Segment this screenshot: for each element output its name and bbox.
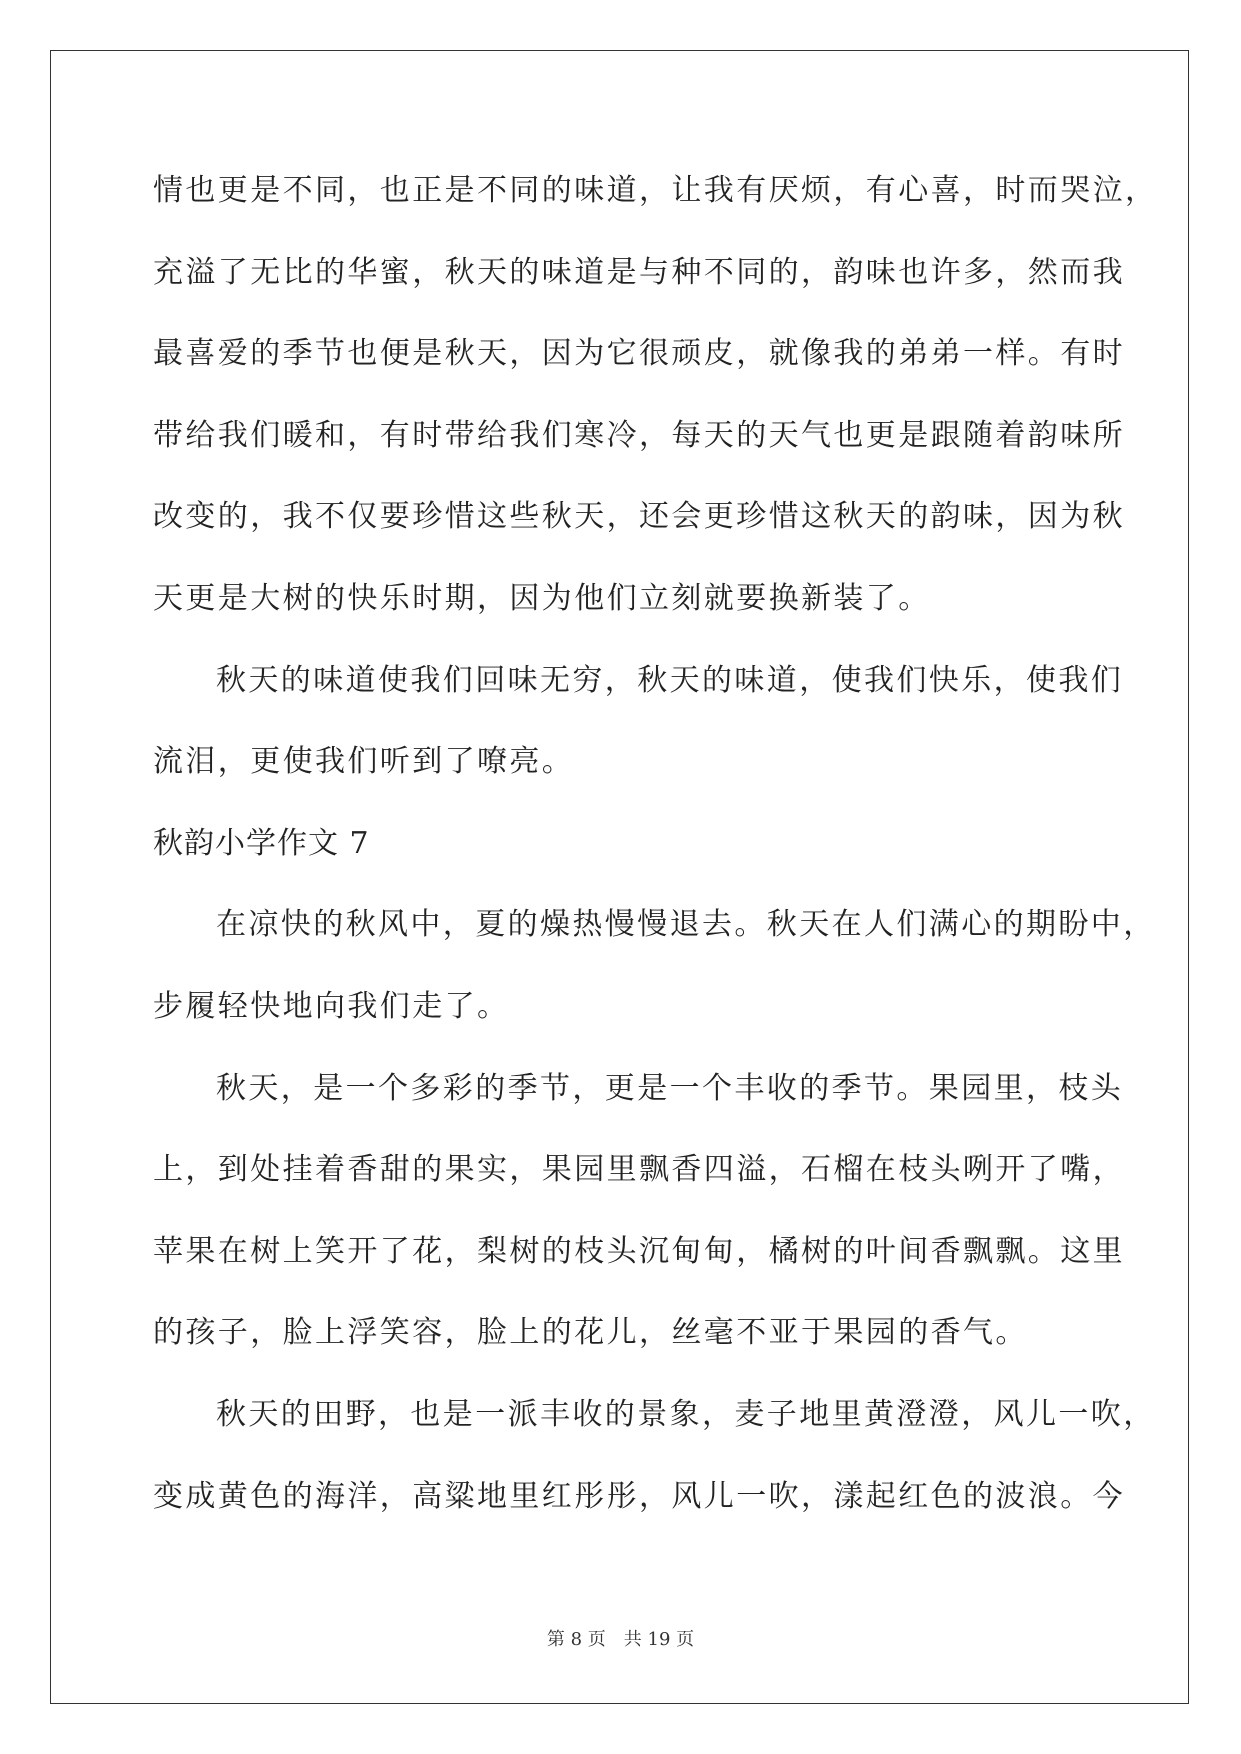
text-line: 流泪，更使我们听到了嘹亮。 xyxy=(153,744,575,780)
total-pages: 共 19 页 xyxy=(623,1629,695,1650)
text-line: 最喜爱的季节也便是秋天，因为它很顽皮，就像我的弟弟一样。有时 xyxy=(153,336,1125,372)
text-line: 天更是大树的快乐时期，因为他们立刻就要换新装了。 xyxy=(153,580,931,616)
page-number: 第 8 页 xyxy=(546,1629,606,1650)
document-body xyxy=(153,150,1158,1537)
paragraph-start-line: 秋天，是一个多彩的季节，更是一个丰收的季节。果园里，枝头 xyxy=(216,1070,1124,1106)
text-line: 情也更是不同，也正是不同的味道，让我有厌烦，有心喜，时而哭泣， xyxy=(153,173,1158,208)
text-line: 步履轻快地向我们走了。 xyxy=(153,988,510,1024)
paragraph-start-line: 秋天的田野，也是一派丰收的景象，麦子地里黄澄澄，风儿一吹， xyxy=(216,1396,1156,1432)
page-footer xyxy=(0,1625,1241,1651)
paragraph-start-line: 秋天的味道使我们回味无穷，秋天的味道，使我们快乐，使我们 xyxy=(216,662,1124,698)
text-line: 上，到处挂着香甜的果实，果园里飘香四溢，石榴在枝头咧开了嘴， xyxy=(153,1152,1125,1188)
text-line: 变成黄色的海洋，高粱地里红彤彤，风儿一吹，漾起红色的波浪。今 xyxy=(153,1478,1125,1514)
paragraph-start-line: 在凉快的秋风中，夏的燥热慢慢退去。秋天在人们满心的期盼中， xyxy=(216,907,1156,943)
text-line: 苹果在树上笑开了花，梨树的枝头沉甸甸，橘树的叶间香飘飘。这里 xyxy=(153,1233,1125,1269)
text-line: 改变的，我不仅要珍惜这些秋天，还会更珍惜这秋天的韵味，因为秋 xyxy=(153,499,1125,535)
text-line: 的孩子，脸上浮笑容，脸上的花儿，丝毫不亚于果园的香气。 xyxy=(153,1315,1028,1351)
section-heading: 秋韵小学作文 7 xyxy=(153,825,370,861)
text-line: 充溢了无比的华蜜，秋天的味道是与种不同的，韵味也许多，然而我 xyxy=(153,254,1125,290)
text-line: 带给我们暖和，有时带给我们寒冷，每天的天气也更是跟随着韵味所 xyxy=(153,417,1125,453)
